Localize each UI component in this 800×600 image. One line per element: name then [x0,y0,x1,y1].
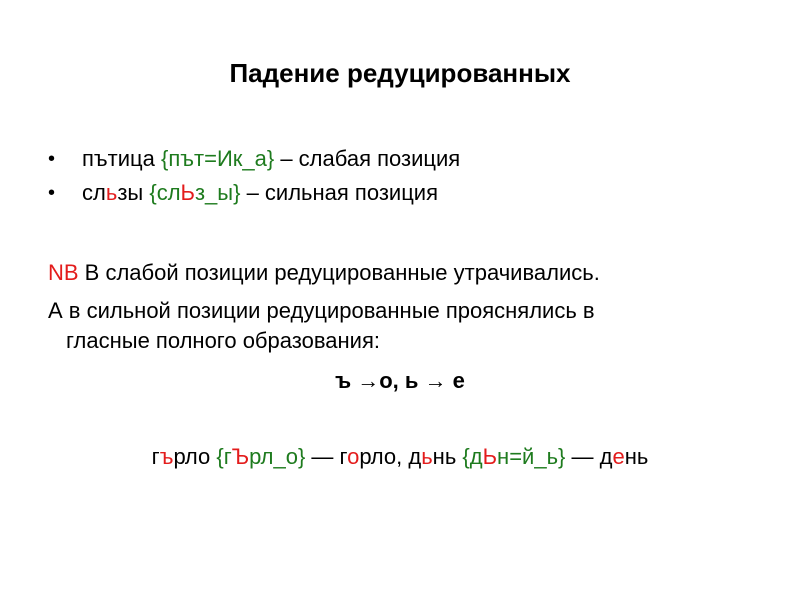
word-highlight: ь [105,180,118,205]
nb-label: NB [48,260,79,285]
list-item [48,142,460,176]
bullet-list [48,142,460,210]
strong-position-paragraph: А в сильной позиции редуцированные прояснялись в гласные полного образования: [48,298,595,353]
position-desc: – сильная позиция [240,180,438,205]
word: сл [82,180,106,205]
bullet-marker: • [48,148,56,170]
word-rest: зы [117,180,144,205]
example-line: гърло {гЪрл_о} — горло, дьнь {дЬн=й_ь} — день [151,444,649,469]
transcription: {път=Ик_а} [161,146,275,171]
position-desc: – слабая позиция [274,146,461,171]
vowel-formula: ъ →о, ь → е [335,368,465,393]
transcription: {слЬз_ы} [149,180,241,205]
nb-paragraph [48,258,600,288]
nb-text: В слабой позиции редуцированные утрачивались. [78,260,600,285]
word-rest: тица [107,146,155,171]
slide-title: Падение редуцированных [229,58,571,88]
bullet-marker: • [48,182,56,204]
word: пъ [82,146,108,171]
list-item [48,176,460,210]
